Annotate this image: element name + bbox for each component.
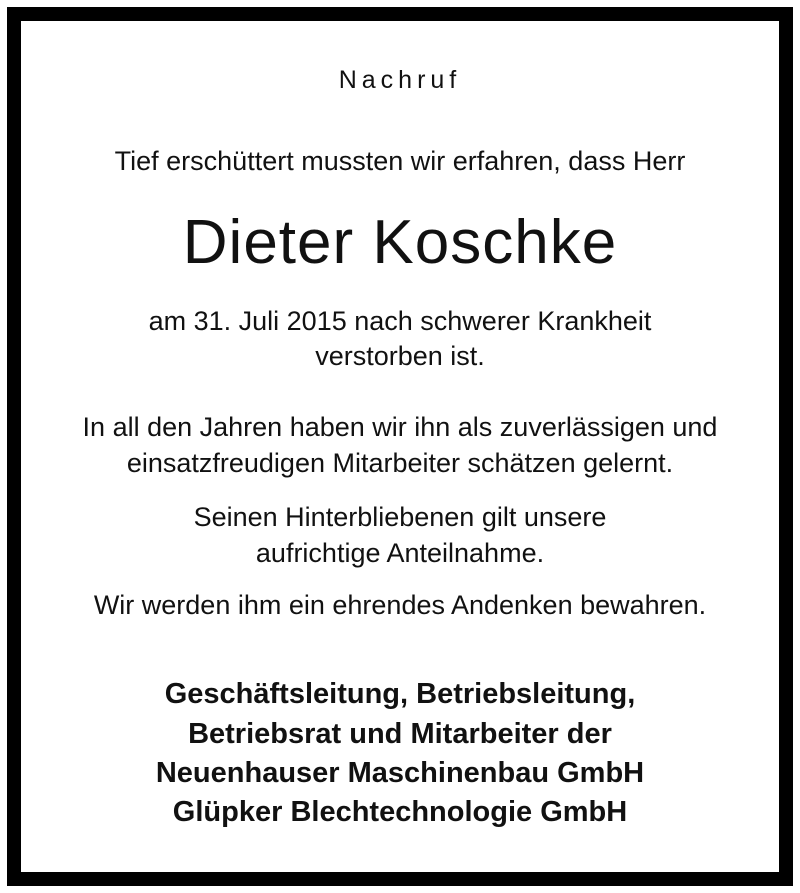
tribute-line-2: einsatzfreudigen Mitarbeiter schätzen gelernt.	[126, 448, 674, 478]
signatory-line: Geschäftsleitung, Betriebsleitung,	[164, 678, 636, 710]
intro-text: Tief erschüttert mussten wir erfahren, dass Herr	[114, 146, 686, 176]
death-date-line-1: am 31. Juli 2015 nach schwerer Krankheit	[148, 306, 652, 336]
condolence-line-2: aufrichtige Anteilnahme.	[255, 538, 545, 568]
signatory-line: Neuenhauser Maschinenbau GmbH	[155, 757, 645, 789]
notice-heading: Nachruf	[338, 66, 462, 94]
signatory-line: Glüpker Blechtechnologie GmbH	[172, 796, 628, 828]
tribute-line-1: In all den Jahren haben wir ihn als zuverlässigen und	[82, 412, 718, 442]
notice-border	[7, 7, 793, 886]
signatory-line: Betriebsrat und Mitarbeiter der	[188, 718, 612, 750]
death-date-line-2: verstorben ist.	[315, 341, 485, 371]
deceased-name: Dieter Koschke	[182, 208, 618, 277]
memory-line: Wir werden ihm ein ehrendes Andenken bewahren.	[93, 590, 707, 620]
condolence-line-1: Seinen Hinterbliebenen gilt unsere	[193, 502, 607, 532]
